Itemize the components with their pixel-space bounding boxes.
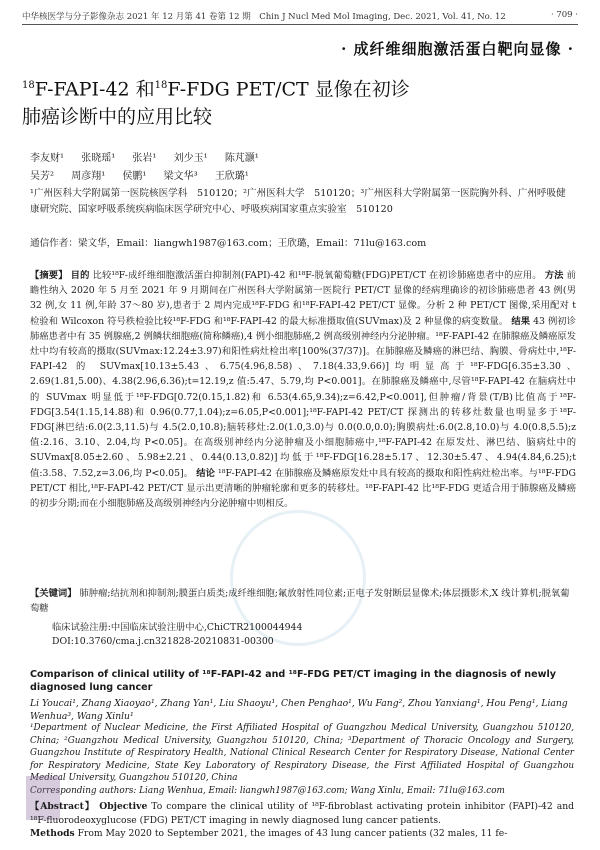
- article-title-en: Comparison of clinical utility of ¹⁸F-FAPI-42 and ¹⁸F-FDG PET/CT imaging in the diagnosis of newly diagnosed lung cancer: [30, 669, 557, 693]
- author: 吴芳²: [30, 171, 55, 182]
- objective-label: 目的: [70, 270, 90, 281]
- article-title-cn: [22, 72, 578, 131]
- author: 王欣璐¹: [214, 171, 249, 182]
- title-part-2: F-FDG PET/CT 显像在初诊: [167, 78, 410, 101]
- abstract-label: 【摘要】: [30, 270, 68, 281]
- header-rule: [22, 24, 578, 25]
- column-title: · 成纤维细胞激活蛋白靶向显像 ·: [341, 40, 574, 58]
- conclusion-text: ¹⁸F-FAPI-42 在肺腺癌及鳞癌原发灶中具有较高的摄取和阳性病灶检出率。与¹⁸F-FDG PET/CT 相比,¹⁸F-FAPI-42 PET/CT 显示出更清晰的肿瘤轮廓和更多的转移灶。¹⁸F-FAPI-42 比¹⁸F-FDG 更适合用于肺腺癌及鳞癌的初步分期;而在小细胞肺癌及高级别神经内分泌肿瘤中则相反。: [30, 467, 576, 510]
- doi: DOI:10.3760/cma.j.cn321828-20210831-00300: [52, 636, 274, 647]
- results-text: 43 例初诊肺癌患者中有 35 例腺癌,2 例鳞状细胞癌(简称鳞癌),4 例小细胞肺癌,2 例高级别神经内分泌肿瘤。¹⁸F-FAPI-42 在肺腺癌及鳞癌原发灶中均有较高的摄取(SUVmax:12.24±3.97)和阳性病灶检出率[100%(37/37)]。在肺腺癌及鳞癌的淋巴结、胸膜、骨病灶中,¹⁸F-FAPI-42 的 SUVmax[10.13±5.43、6.75(4.96,8.58)、7.18(4.33,9.66)]均明显高于¹⁸F-FDG[6.35±3.30、2.69(1.81,5.00)、4.38(2.96,6.36);t=12.19,z 值:5.47、5.79,均 P<0.001]。在肺腺癌及鳞癌中,尽管¹⁸F-FAPI-42 在脑病灶中的 SUVmax 明显低于¹⁸F-FDG[0.72(0.15,1.82)和 6.53(4.65,9.34);z=6.42,P<0.001],但肿瘤/背景(T/B)比值高于¹⁸F-FDG[3.54(1.15,14.88)和 0.96(0.77,1.04);z=6.05,P<0.001];¹⁸F-FAPI-42 PET/CT 探测出的转移灶数量也明显多于¹⁸F-FDG[淋巴结:6.0(2.3,11.5)与 4.5(2.0,10.8);脑转移灶:2.0(1.0,3.0)与 0.0(0.0,0.0);胸膜病灶:6.0(2.8,10.0)与 4.0(0.8,5.5);z 值:2.16、3.10、2.04,均 P<0.05]。在高级别神经内分泌肿瘤及小细胞肺癌中,¹⁸F-FAPI-42 在原发灶、淋巴结、脑病灶中的 SUVmax[8.05±2.60、5.98±2.21、0.44(0.13,0.82)]均低于¹⁸F-FDG[16.28±5.17、12.30±5.47、4.94(4.84,6.25);t 值:3.58、7.52,z=3.06,均 P<0.05]。: [30, 315, 576, 479]
- title-sup-2: 18: [154, 80, 168, 91]
- abstract-cn: [30, 268, 576, 511]
- keywords-text: 肺肿瘤;结抗剂和抑制剂;膜蛋白质类;成纤维细胞;氟放射性同位素;正电子发射断层显像术;体层摄影术,X 线计算机;脱氧葡萄糖: [30, 588, 570, 614]
- trial-registration: 临床试验注册:中国临床试验注册中心,ChiCTR2100044944: [52, 622, 303, 633]
- author: 陈芃灏¹: [224, 153, 259, 164]
- author: 梁文华³: [163, 171, 198, 182]
- author: 李友财¹: [30, 153, 65, 164]
- objective-en-text: To compare the clinical utility of ¹⁸F-fibroblast activating protein inhibitor (FAPI)-42 and ¹⁸F-fluorodeoxyglucose (FDG) PET/CT imaging in newly diagnosed lung cancer patients.: [30, 801, 575, 826]
- title-line-2: 肺癌诊断中的应用比较: [22, 106, 213, 129]
- authors-line-1: [30, 150, 578, 168]
- title-sup-1: 18: [22, 80, 35, 91]
- author: 侯鹏¹: [122, 171, 147, 182]
- authors-cn: [30, 150, 578, 186]
- author: 张岩¹: [132, 153, 157, 164]
- author: 刘少玉¹: [173, 153, 208, 164]
- author: 周彦翔¹: [71, 171, 106, 182]
- affiliations-en: ¹Department of Nuclear Medicine, the First Affiliated Hospital of Guangzhou Medical University, Guangzhou 510120, China; ²Guangzhou Medical University, Guangzhou 510120, China; ³Department of Thoracic Oncology and Surgery, Guangzhou Institute of Respiratory Health, National Clinical Research Center for Respiratory Disease, National Center for Respiratory Medicine, State Key Laboratory of Respiratory Disease, the First Affiliated Hospital of Guangzhou Medical University, Guangzhou 510120, China: [30, 723, 574, 784]
- authors-en: Li Youcai¹, Zhang Xiaoyao¹, Zhang Yan¹, Liu Shaoyu¹, Chen Penghao¹, Wu Fang², Zhou Yanxiang¹, Hou Peng¹, Liang Wenhua³, Wang Xinlu¹: [30, 698, 568, 722]
- abstract-en-label: 【Abstract】: [30, 801, 96, 812]
- correspondence-en: Corresponding authors: Liang Wenhua, Email: liangwh1987@163.com; Wang Xinlu, Email: 71lu@163.com: [30, 786, 505, 796]
- methods-en-text: From May 2020 to September 2021, the images of 43 lung cancer patients (32 males, 11 fe-: [77, 828, 508, 839]
- objective-en-label: Objective: [99, 801, 148, 812]
- abstract-en: [30, 800, 574, 841]
- title-part-1: F-FAPI-42 和: [34, 78, 155, 101]
- running-header: [22, 10, 578, 22]
- correspondence-cn: 通信作者：梁文华，Email：liangwh1987@163.com；王欣璐，Email：71lu@163.com: [30, 238, 427, 249]
- results-label: 结果: [511, 315, 531, 327]
- keywords-cn: [30, 586, 576, 616]
- affiliations-cn: ¹广州医科大学附属第一医院核医学科 510120；²广州医科大学 510120；³广州医科大学附属第一医院胸外科、广州呼吸健康研究院、国家呼吸系统疾病临床医学研究中心、呼吸疾病国家重点实验室 510120: [30, 188, 566, 215]
- methods-label: 方法: [544, 270, 564, 281]
- methods-en-label: Methods: [30, 828, 75, 839]
- objective-text: 比较¹⁸F-成纤维细胞激活蛋白抑制剂(FAPI)-42 和¹⁸F-脱氧葡萄糖(FDG)PET/CT 在初诊肺癌患者中的应用。: [92, 270, 542, 281]
- keywords-label: 【关键词】: [30, 588, 77, 599]
- journal-header: 中华核医学与分子影像杂志 2021 年 12 月第 41 卷第 12 期 Chin J Nucl Med Mol Imaging, Dec. 2021, Vol. 41, No. 12: [22, 12, 506, 22]
- conclusion-label: 结论: [196, 467, 215, 479]
- author: 张晓瑶¹: [81, 153, 116, 164]
- methods-text: 前瞻性纳入 2020 年 5 月至 2021 年 9 月期间在广州医科大学附属第一医院行 PET/CT 显像的经病理确诊的初诊肺癌患者 43 例(男 32 例,女 11 例,年龄 37～80 岁),患者于 2 周内完成¹⁸F-FDG 和¹⁸F-FAPI-42 PET/CT 显像。分析 2 种 PET/CT 图像,采用配对 t 检验和 Wilcoxon 符号秩检验比较¹⁸F-FDG 和¹⁸F-FAPI-42 的最大标准摄取值(SUVmax)及 2 种显像的病变数量。: [30, 270, 576, 327]
- page-number: · 709 ·: [550, 10, 578, 20]
- authors-line-2: [30, 168, 578, 186]
